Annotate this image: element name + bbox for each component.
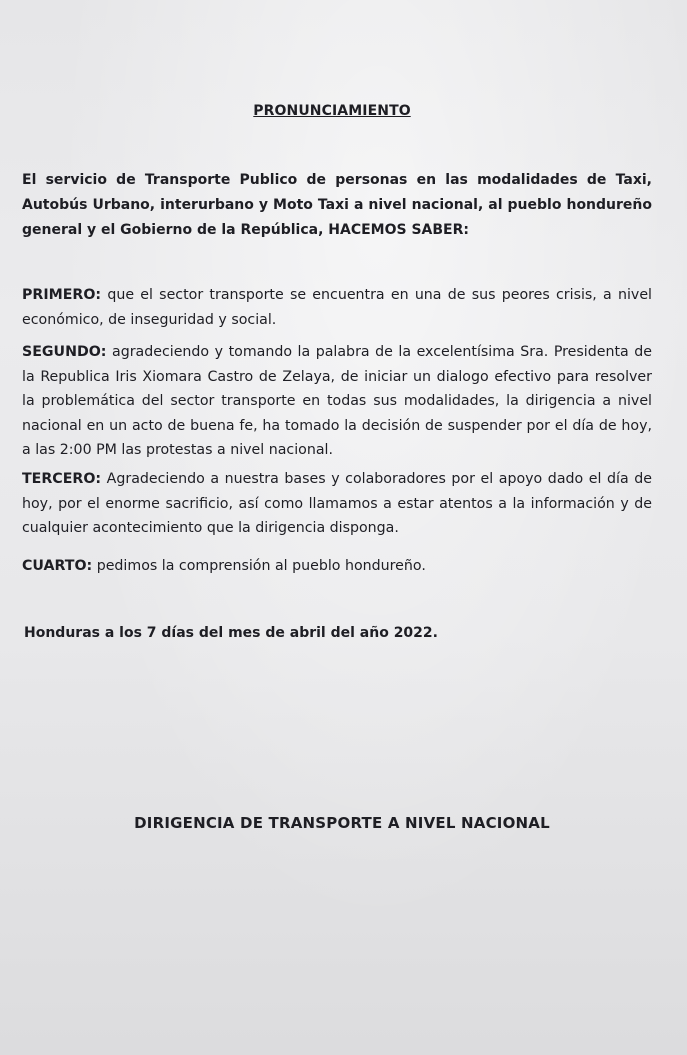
paragraph-label: PRIMERO: [22, 287, 102, 303]
intro-paragraph: El servicio de Transporte Publico de personas en las modalidades de Taxi, Autobús Urbano, interurbano y Moto Taxi a nivel nacional, al pueblo hondureño general y el Gobierno de la República, HACEMOS SABER: [22, 172, 652, 238]
paragraph-segundo [22, 340, 652, 463]
paragraph-text: que el sector transporte se encuentra en una de sus peores crisis, a nivel económico, de inseguridad y social. [22, 287, 652, 328]
paragraph-text: pedimos la comprensión al pueblo hondureño. [92, 558, 426, 574]
paragraph-cuarto [22, 554, 652, 579]
paragraph-tercero [22, 467, 652, 541]
date-line: Honduras a los 7 días del mes de abril del año 2022. [24, 625, 438, 641]
signature-line: DIRIGENCIA DE TRANSPORTE A NIVEL NACIONAL [134, 814, 550, 832]
paragraph-label: SEGUNDO: [22, 344, 107, 360]
paragraph-text: agradeciendo y tomando la palabra de la excelentísima Sra. Presidenta de la Republica Iris Xiomara Castro de Zelaya, de iniciar un dialogo efectivo para resolver la problemática del sector transporte en todas sus modalidades, la dirigencia a nivel nacional en un acto de buena fe, ha tomado la decisión de suspender por el día de hoy, a las 2:00 PM las protestas a nivel nacional. [22, 344, 652, 458]
paragraph-text: Agradeciendo a nuestra bases y colaboradores por el apoyo dado el día de hoy, por el enorme sacrificio, así como llamamos a estar atentos a la información y de cualquier acontecimiento que la dirigencia disponga. [22, 471, 652, 536]
paragraph-label: TERCERO: [22, 471, 102, 487]
paragraph-primero [22, 283, 652, 332]
paragraph-label: CUARTO: [22, 558, 93, 574]
document-title: PRONUNCIAMIENTO [253, 103, 411, 119]
